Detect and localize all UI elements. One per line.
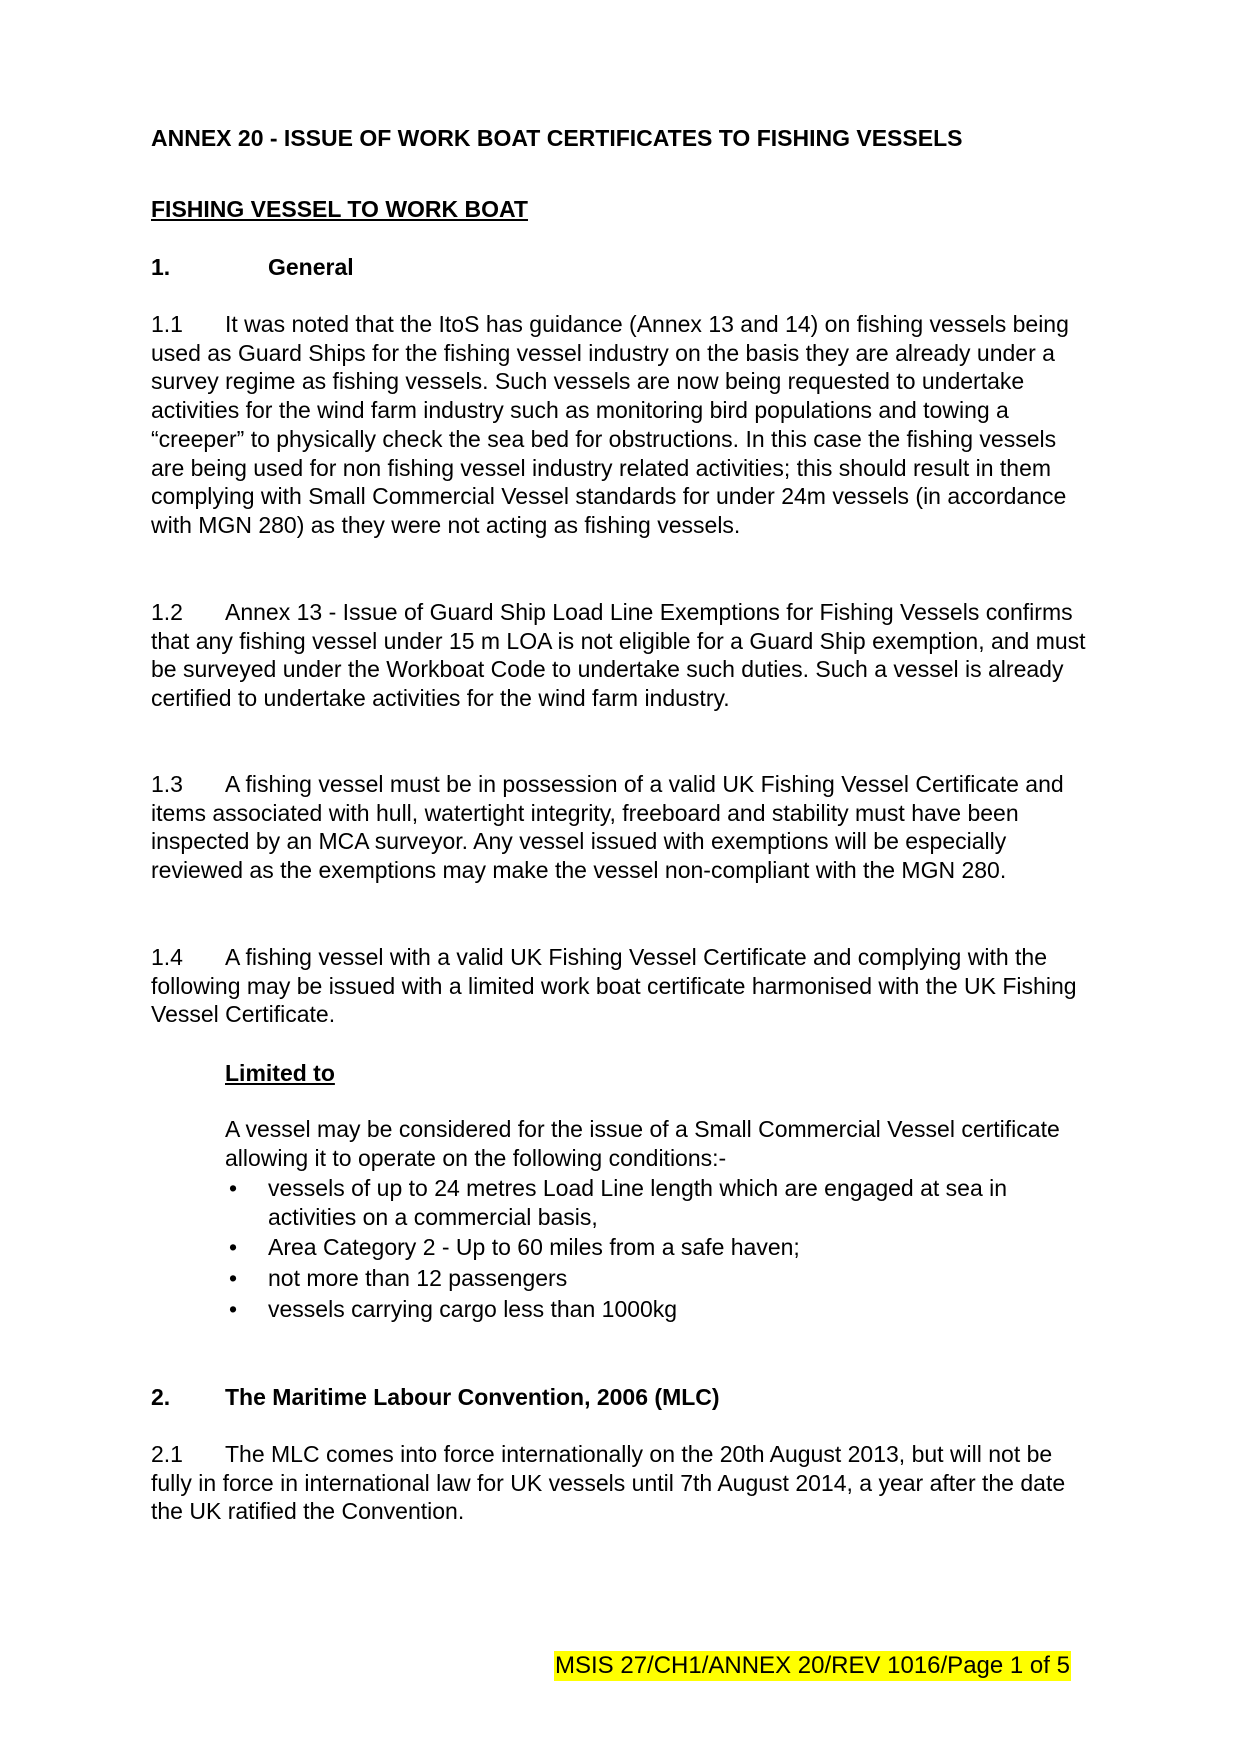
section-title: The Maritime Labour Convention, 2006 (MLC) bbox=[225, 1384, 720, 1410]
list-item: • Area Category 2 - Up to 60 miles from a safe haven; bbox=[229, 1234, 800, 1261]
bullet-icon: • bbox=[229, 1265, 238, 1292]
bullet-icon: • bbox=[229, 1295, 238, 1322]
bullet-icon: • bbox=[229, 1175, 238, 1201]
section-2-heading bbox=[151, 1382, 1091, 1412]
paragraph-1-1 bbox=[151, 310, 1091, 540]
paragraph-1-4 bbox=[151, 943, 1091, 1029]
paragraph-1-2 bbox=[151, 598, 1091, 713]
section-number: 1. bbox=[151, 254, 171, 280]
paragraph-text: Annex 13 - Issue of Guard Ship Load Line Exemptions for Fishing Vessels confirms that any fishing vessel under 15 m LOA is not eligible for a Guard Ship exemption, and must be surveyed under the Workboat Code to undertake such duties. Such a vessel is already certified to undertake activities for the wind farm industry. bbox=[151, 599, 1086, 712]
list-item: • not more than 12 passengers bbox=[229, 1265, 568, 1292]
conditions-list bbox=[225, 1174, 1095, 1326]
limited-to-heading: Limited to bbox=[225, 1060, 335, 1086]
document-title: ANNEX 20 - ISSUE OF WORK BOAT CERTIFICATES TO FISHING VESSELS bbox=[151, 125, 963, 151]
paragraph-number: 1.2 bbox=[151, 599, 183, 625]
section-title: General bbox=[268, 254, 354, 280]
paragraph-number: 1.4 bbox=[151, 944, 183, 970]
paragraph-number: 1.3 bbox=[151, 771, 183, 797]
paragraph-text: The MLC comes into force internationally on the 20th August 2013, but will not be fully in force in international law for UK vessels until 7th August 2014, a year after the date the UK ratified the Convention. bbox=[151, 1441, 1066, 1525]
document-subtitle: FISHING VESSEL TO WORK BOAT bbox=[151, 196, 528, 222]
bullet-icon: • bbox=[229, 1234, 238, 1261]
paragraph-text: A fishing vessel with a valid UK Fishing Vessel Certificate and complying with the following may be issued with a limited work boat certificate harmonised with the UK Fishing Vessel Certificate. bbox=[151, 944, 1077, 1028]
limited-intro: A vessel may be considered for the issue of a Small Commercial Vessel certificate allowing it to operate on the following conditions:- bbox=[225, 1116, 1060, 1171]
paragraph-number: 1.1 bbox=[151, 311, 183, 337]
list-item: • vessels carrying cargo less than 1000kg bbox=[229, 1295, 678, 1322]
page-footer-reference: MSIS 27/CH1/ANNEX 20/REV 1016/Page 1 of 5 bbox=[555, 1652, 1070, 1679]
paragraph-1-3 bbox=[151, 770, 1091, 885]
paragraph-number: 2.1 bbox=[151, 1441, 183, 1467]
section-1-heading bbox=[151, 252, 1091, 282]
paragraph-2-1 bbox=[151, 1440, 1091, 1526]
paragraph-text: A fishing vessel must be in possession of a valid UK Fishing Vessel Certificate and items associated with hull, watertight integrity, freeboard and stability must have been inspected by an MCA surveyor. Any vessel issued with exemptions will be especially reviewed as the exemptions may make the vessel non-compliant with the MGN 280. bbox=[151, 771, 1064, 884]
section-number: 2. bbox=[151, 1384, 171, 1410]
list-item: • vessels of up to 24 metres Load Line length which are engaged at sea in activities on a commercial basis, bbox=[229, 1175, 1008, 1230]
paragraph-text: It was noted that the ItoS has guidance (Annex 13 and 14) on fishing vessels being used as Guard Ships for the fishing vessel industry on the basis they are already under a survey regime as fishing vessels. Such vessels are now being requested to undertake activities for the wind farm industry such as monitoring bird populations and towing a “creeper” to physically check the sea bed for obstructions. In this case the fishing vessels are being used for non fishing vessel industry related activities; this should result in them complying with Small Commercial Vessel standards for under 24m vessels (in accordance with MGN 280) as they were not acting as fishing vessels. bbox=[151, 311, 1069, 538]
